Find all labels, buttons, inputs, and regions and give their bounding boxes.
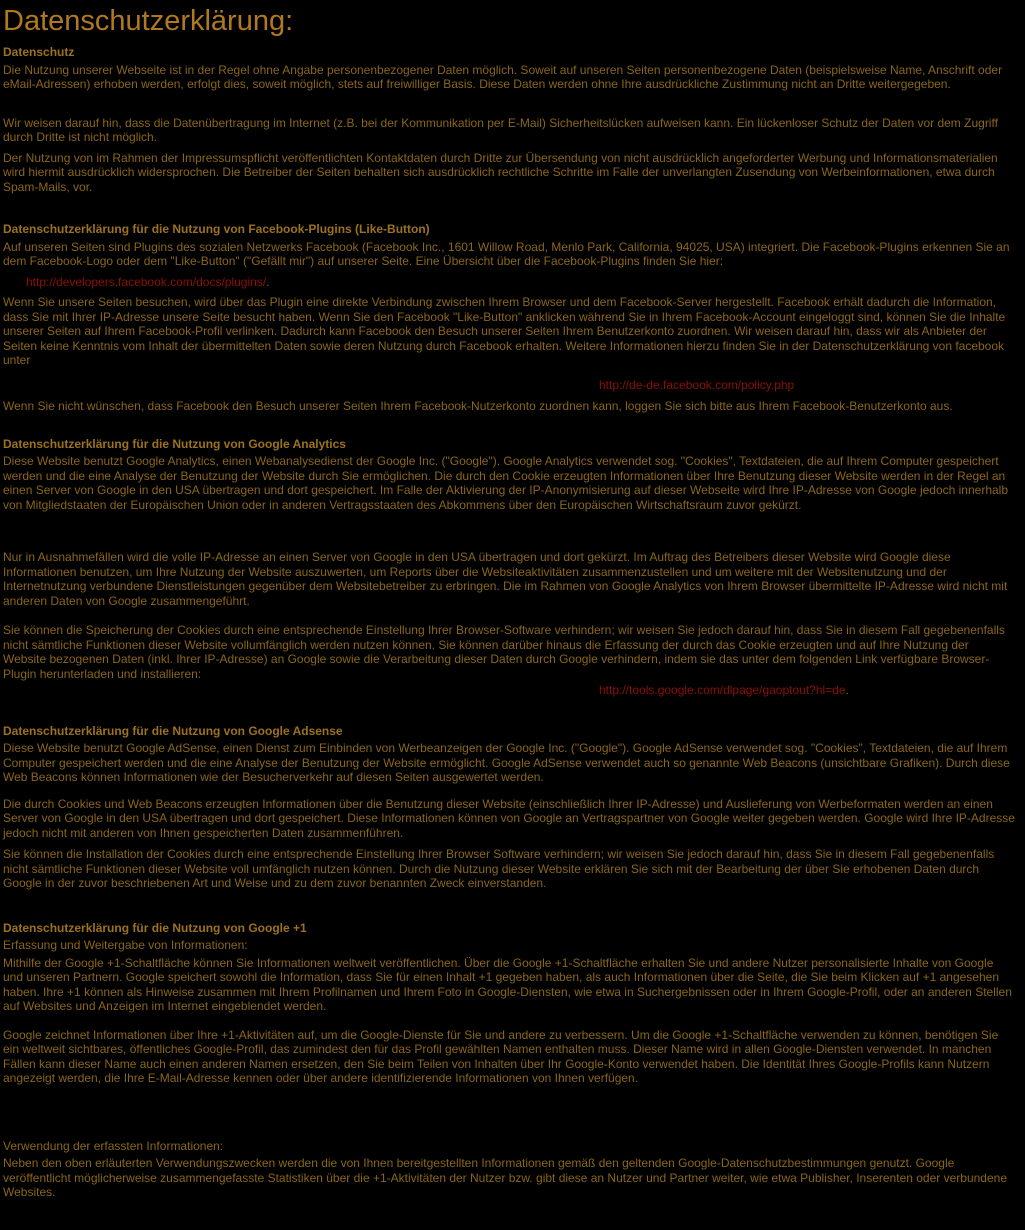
section-facebook-plugins [3,222,1015,414]
subheading-verwendung-informationen: Verwendung der erfassten Informationen: [3,1138,224,1153]
section-google-adsense [3,724,1015,891]
section-google-analytics [3,437,1015,698]
heading-google-adsense: Datenschutzerklärung für die Nutzung von Google Adsense [3,723,343,738]
facebook-plugins-link-line [3,275,1015,290]
googleplus-paragraph-1: Mithilfe der Google +1-Schaltfläche können Sie Informationen weltweit veröffentlichen. Über die Google +1-Schaltfläche erhalten Sie und andere Nutzer personalisierte Inhalte von Google und unseren Partnern. Google speichert sowohl die Information, dass Sie für einen Inhalt +1 gegeben haben, als auch Informationen über die Seite, die Sie beim Klicken auf +1 angesehen haben. Ihre +1 können als Hinweise zusammen mit Ihrem Profilnamen und Ihrem Foto in Google-Diensten, wie etwa in Suchergebnissen oder in Ihrem Google-Profil, oder an anderen Stellen auf Websites und Anzeigen im Internet eingeblendet werden. [3,955,1012,1013]
analytics-paragraph-1: Diese Website benutzt Google Analytics, einen Webanalysedienst der Google Inc. ("Google"). Google Analytics verwendet sog. "Cookies", Textdateien, die auf Ihrem Computer gespeichert werden und die eine Analyse der Benutzung der Website durch Sie ermöglichen. Die durch den Cookie erzeugten Informationen über Ihre Benutzung dieser Website werden in der Regel an einen Server von Google in den USA übertragen und dort gespeichert. Im Falle der Aktivierung der IP-Anonymisierung auf dieser Webseite wird Ihre IP-Adresse von Google jedoch innerhalb von Mitgliedstaaten der Europäischen Union oder in anderen Vertragsstaaten des Abkommens über den Europäischen Wirtschaftsraum zuvor gekürzt. [3,454,1009,512]
heading-google-plus-one: Datenschutzerklärung für die Nutzung von Google +1 [3,920,307,935]
facebook-paragraph-2: Wenn Sie unsere Seiten besuchen, wird über das Plugin eine direkte Verbindung zwischen Ihrem Browser und dem Facebook-Server hergestellt. Facebook erhält dadurch die Information, dass Sie mit Ihrer IP-Adresse unsere Seite besucht haben. Wenn Sie den Facebook "Like-Button" anklicken während Sie in Ihrem Facebook-Account eingeloggt sind, können Sie die Inhalte unserer Seiten auf Ihrem Facebook-Profil verlinken. Dadurch kann Facebook den Besuch unserer Seiten Ihrem Benutzerkonto zuordnen. Wir weisen darauf hin, dass wir als Anbieter der Seiten keine Kenntnis vom Inhalt der übermittelten Daten sowie deren Nutzung durch Facebook erhalten. Weitere Informationen hierzu finden Sie in der Datenschutzerklärung von facebook unter [3,295,1006,367]
link-suffix-period: . [266,274,270,289]
analytics-paragraph-2: Nur in Ausnahmefällen wird die volle IP-Adresse an einen Server von Google in den USA übertragen und dort gekürzt. Im Auftrag des Betreibers dieser Website wird Google diese Informationen benutzen, um Ihre Nutzung der Website auszuwerten, um Reports über die Websiteaktivitäten zusammenzustellen und um weitere mit der Websitenutzung und der Internetnutzung verbundene Dienstleistungen gegenüber dem Websitebetreiber zu erbringen. Die im Rahmen von Google Analytics von Ihrem Browser übermittelte IP-Adresse wird nicht mit anderen Daten von Google zusammengeführt. [3,550,1008,608]
heading-facebook-plugins: Datenschutzerklärung für die Nutzung von Facebook-Plugins (Like-Button) [3,222,430,236]
google-analytics-optout-link[interactable]: http://tools.google.com/dlpage/gaoptout?hl=de [599,683,846,697]
facebook-policy-link[interactable]: http://de-de.facebook.com/policy.php [599,377,795,392]
developers-facebook-plugins-link[interactable]: http://developers.facebook.com/docs/plugins/ [26,274,267,289]
subheading-erfassung-weitergabe: Erfassung und Weitergabe von Informationen: [3,938,248,952]
section-google-plus-one [3,921,1015,1200]
link-suffix-period: . [845,683,849,697]
datenschutz-paragraph-2: Wir weisen darauf hin, dass die Datenübertragung im Internet (z.B. bei der Kommunikation per E-Mail) Sicherheitslücken aufweisen kann. Ein lückenloser Schutz der Daten vor dem Zugriff durch Dritte ist nicht möglich. [3,115,998,144]
datenschutz-paragraph-3: Der Nutzung von im Rahmen der Impressumspflicht veröffentlichten Kontaktdaten durch Dritte zur Übersendung von nicht ausdrücklich angeforderter Werbung und Informationsmaterialien wird hiermit ausdrücklich widersprochen. Die Betreiber der Seiten behalten sich ausdrücklich rechtliche Schritte im Falle der unverlangten Zusendung von Werbeinformationen, etwa durch Spam-Mails, vor. [3,150,998,194]
facebook-policy-link-line [3,378,1015,393]
adsense-paragraph-3: Sie können die Installation der Cookies durch eine entsprechende Einstellung Ihrer Browser Software verhindern; wir weisen Sie jedoch darauf hin, dass Sie in diesem Fall gegebenenfalls nicht sämtliche Funktionen dieser Website voll umfänglich nutzen können. Durch die Nutzung dieser Website erklären Sie sich mit der Bearbeitung der über Sie erhobenen Daten durch Google in der zuvor beschriebenen Art und Weise und zu dem zuvor benannten Zweck einverstanden. [3,847,995,890]
adsense-paragraph-2: Die durch Cookies und Web Beacons erzeugten Informationen über die Benutzung dieser Website (einschließlich Ihrer IP-Adresse) und Auslieferung von Werbeformaten werden an einen Server von Google in den USA übertragen und dort gespeichert. Diese Informationen können von Google an Vertragspartner von Google weiter gegeben werden. Google wird Ihre IP-Adresse jedoch nicht mit anderen von Ihnen gespeicherten Daten zusammenführen. [3,796,1015,840]
googleplus-paragraph-2: Google zeichnet Informationen über Ihre +1-Aktivitäten auf, um die Google-Dienste für Sie und andere zu verbessern. Um die Google +1-Schaltfläche verwenden zu können, benötigen Sie ein weltweit sichtbares, öffentliches Google-Profil, das zumindest den für das Profil gewählten Namen enthalten muss. Dieser Name wird in allen Google-Diensten verwendet. In manchen Fällen kann dieser Name auch einen anderen Namen ersetzen, den Sie beim Teilen von Inhalten über Ihr Google-Konto verwendet haben. Die Identität Ihres Google-Profils kann Nutzern angezeigt werden, die Ihre E-Mail-Adresse kennen oder über andere identifizierende Informationen von Ihnen verfügen. [3,1027,999,1085]
facebook-paragraph-3: Wenn Sie nicht wünschen, dass Facebook den Besuch unserer Seiten Ihrem Facebook-Nutzerkonto zuordnen kann, loggen Sie sich bitte aus Ihrem Facebook-Benutzerkonto aus. [3,399,953,413]
section-datenschutz [3,45,1015,194]
page-title: Datenschutzerklärung: [3,5,294,37]
datenschutz-paragraph-1: Die Nutzung unserer Webseite ist in der Regel ohne Angabe personenbezogener Daten möglich. Soweit auf unseren Seiten personenbezogene Daten (beispielsweise Name, Anschrift oder eMail-Adressen) erhoben werden, erfolgt dies, soweit möglich, stets auf freiwilliger Basis. Diese Daten werden ohne Ihre ausdrückliche Zustimmung nicht an Dritte weitergegeben. [3,62,1003,91]
adsense-paragraph-1: Diese Website benutzt Google AdSense, einen Dienst zum Einbinden von Werbeanzeigen der Google Inc. ("Google"). Google AdSense verwendet sog. "Cookies", Textdateien, die auf Ihrem Computer gespeichert werden und die eine Analyse der Benutzung der Website ermöglicht. Google AdSense verwendet auch so genannte Web Beacons (unsichtbare Grafiken). Durch diese Web Beacons können Informationen wie der Besucherverkehr auf diesen Seiten ausgewertet werden. [3,741,1010,784]
analytics-paragraph-3: Sie können die Speicherung der Cookies durch eine entsprechende Einstellung Ihrer Browser-Software verhindern; wir weisen Sie jedoch darauf hin, dass Sie in diesem Fall gegebenenfalls nicht sämtliche Funktionen dieser Website vollumfänglich werden nutzen können. Sie können darüber hinaus die Erfassung der durch das Cookie erzeugten und auf Ihre Nutzung der Website bezogenen Daten (inkl. Ihrer IP-Adresse) an Google sowie die Verarbeitung dieser Daten durch Google verhindern, indem sie das unter dem folgenden Link verfügbare Browser-Plugin herunterladen und installieren: [3,623,1005,681]
heading-google-analytics: Datenschutzerklärung für die Nutzung von Google Analytics [3,436,346,451]
analytics-optout-link-line [3,683,1015,698]
heading-datenschutz: Datenschutz [3,45,75,59]
facebook-paragraph-1: Auf unseren Seiten sind Plugins des sozialen Netzwerks Facebook (Facebook Inc., 1601 Willow Road, Menlo Park, California, 94025, USA) integriert. Die Facebook-Plugins erkennen Sie an dem Facebook-Logo oder dem "Like-Button" ("Gefällt mir") auf unserer Seite. Eine Übersicht über die Facebook-Plugins finden Sie hier: [3,239,1010,268]
googleplus-paragraph-3: Neben den oben erläuterten Verwendungszwecken werden die von Ihnen bereitgestellten Informationen gemäß den geltenden Google-Datenschutzbestimmungen genutzt. Google veröffentlicht möglicherweise zusammengefasste Statistiken über die +1-Aktivitäten der Nutzer bzw. gibt diese an Nutzer und Partner weiter, wie etwa Publisher, Inserenten oder verbundene Websites. [3,1156,1007,1199]
